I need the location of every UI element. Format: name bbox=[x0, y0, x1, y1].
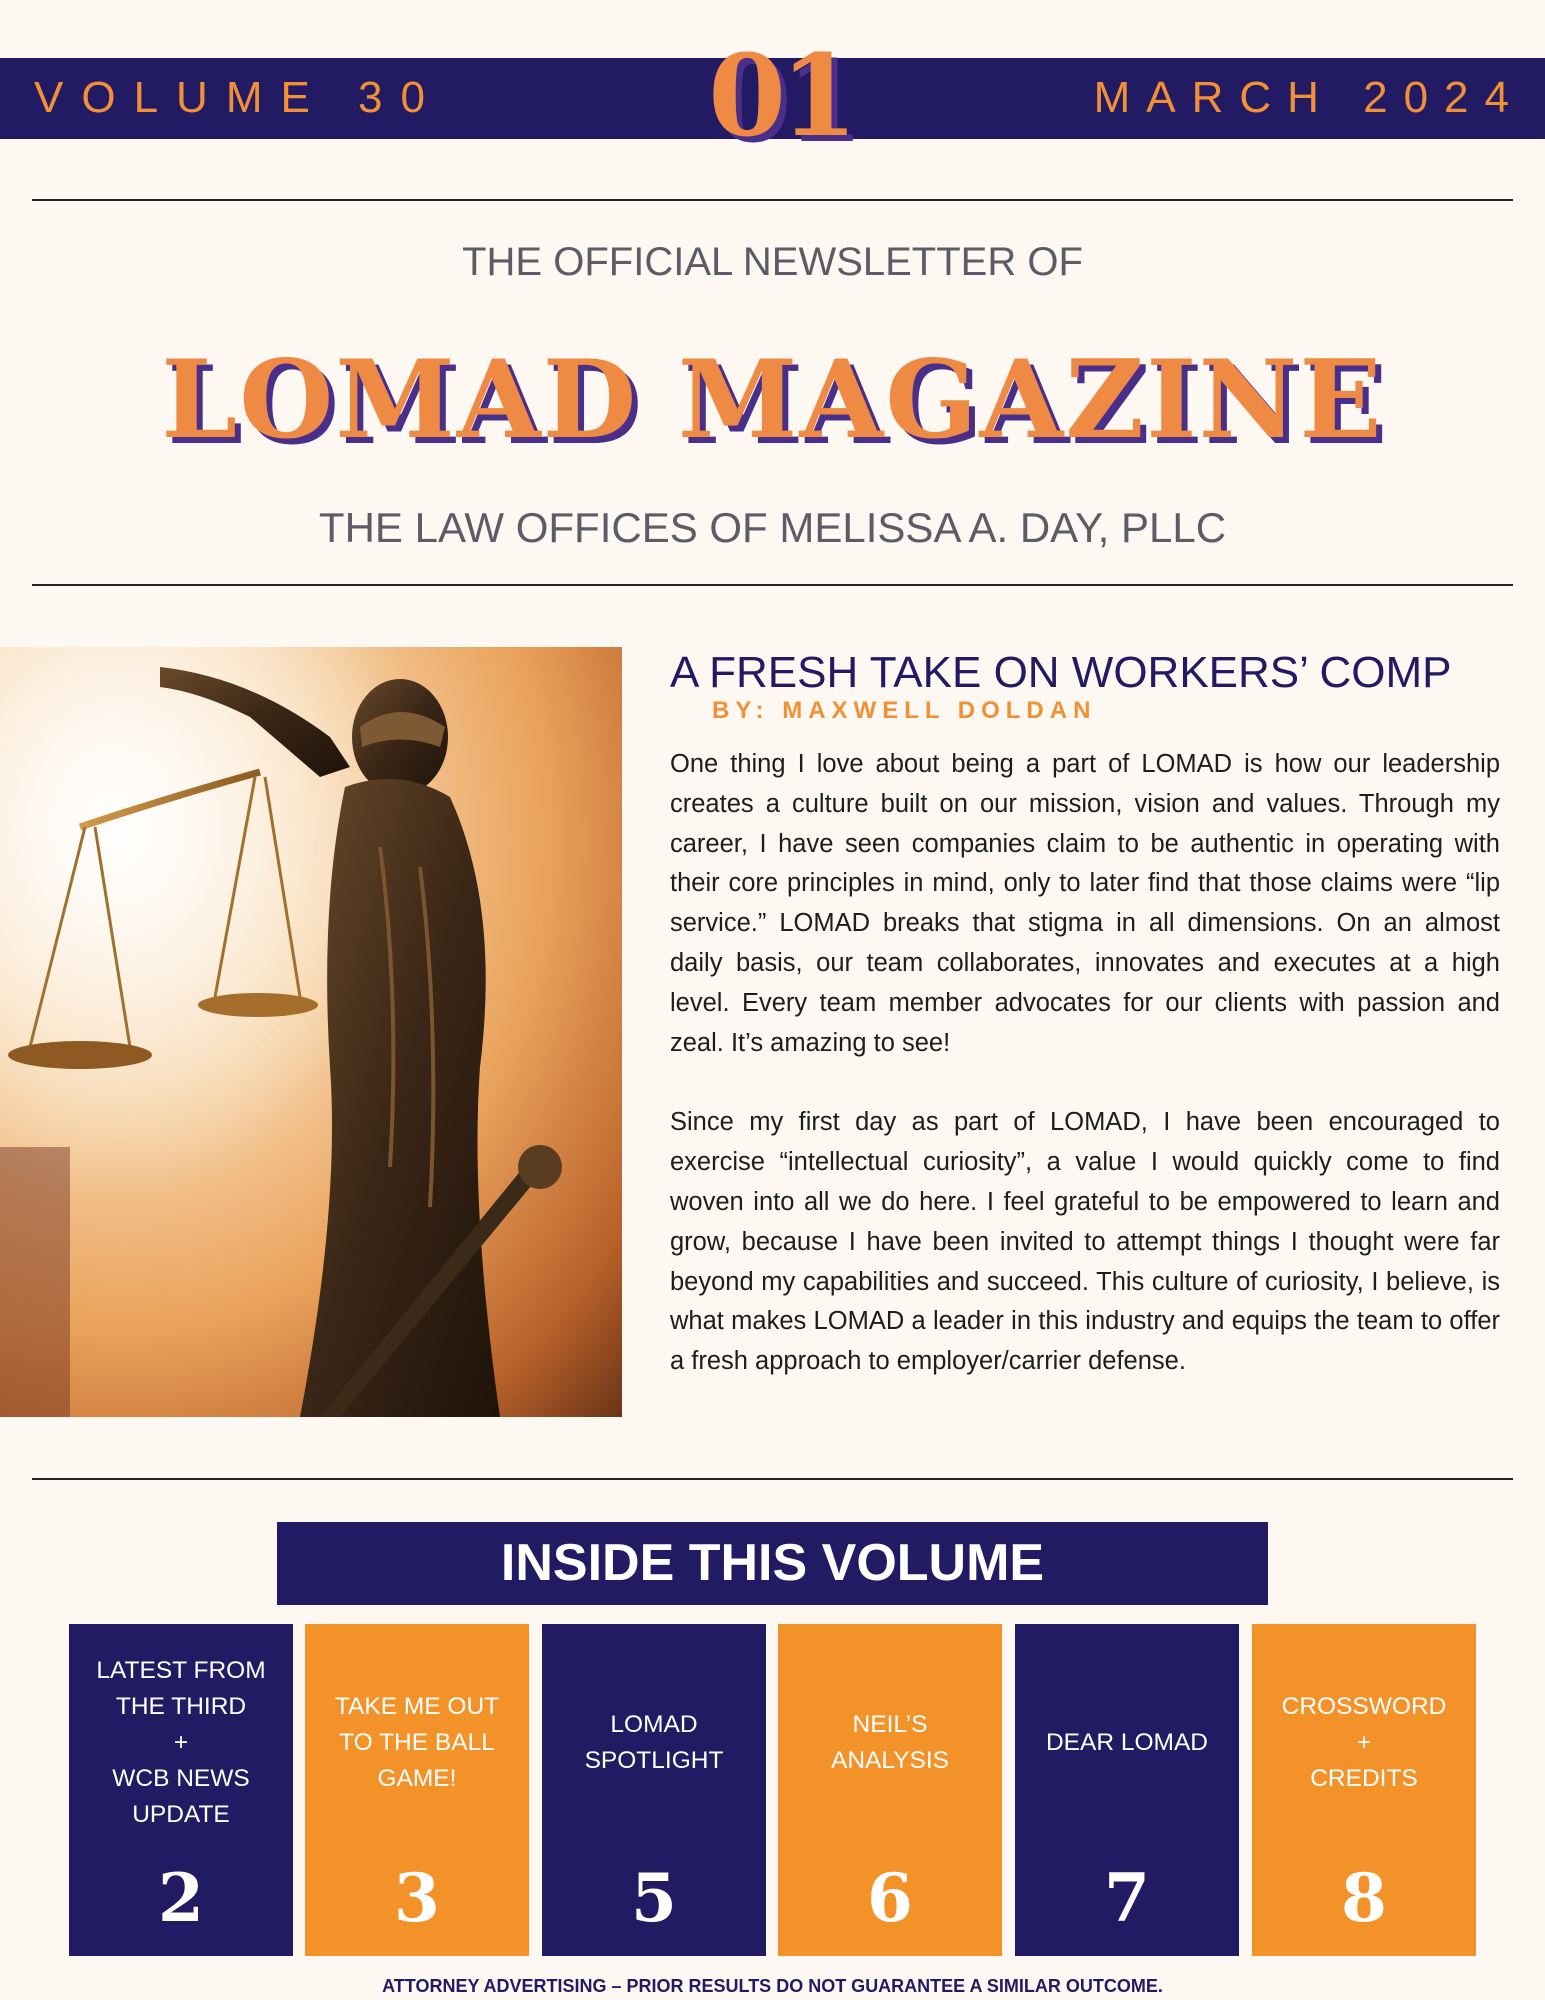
toc-item-page: 5 bbox=[631, 1859, 677, 1937]
attorney-advertising-disclaimer: ATTORNEY ADVERTISING – PRIOR RESULTS DO NOT GUARANTEE A SIMILAR OUTCOME. bbox=[382, 1976, 1163, 1996]
masthead-title: LOMAD MAGAZINE bbox=[161, 337, 1384, 463]
toc-item-lomad-spotlight[interactable] bbox=[542, 1624, 766, 1956]
divider bbox=[32, 1478, 1513, 1480]
toc-item-page: 7 bbox=[1104, 1859, 1150, 1937]
lady-justice-illustration bbox=[0, 647, 622, 1417]
toc-item-ball-game[interactable] bbox=[305, 1624, 529, 1956]
toc-item-label: NEIL’S ANALYSIS bbox=[830, 1711, 949, 1774]
article-paragraph: One thing I love about being a part of LOMAD is how our leadership creates a culture built on our mission, vision and values. Through my career, I have seen companies claim to be authentic in operating with their core principles in mind, only to later find that those claims were “lip service.” LOMAD breaks that stigma in all dimensions. On an almost daily basis, our team collaborates, innovates and executes at a high level. Every team member advocates for our clients with passion and zeal. It’s amazing to see! bbox=[670, 750, 1500, 1057]
article-byline: BY: MAXWELL DOLDAN bbox=[712, 697, 1097, 724]
issue-number: 01 bbox=[708, 31, 852, 162]
volume-label: VOLUME 30 bbox=[34, 73, 443, 122]
inside-volume-heading: INSIDE THIS VOLUME bbox=[500, 1534, 1045, 1592]
article-title: A FRESH TAKE ON WORKERS’ COMP bbox=[670, 648, 1452, 697]
firm-name: THE LAW OFFICES OF MELISSA A. DAY, PLLC bbox=[318, 504, 1227, 551]
toc-item-crossword-credits[interactable] bbox=[1252, 1624, 1476, 1956]
toc-item-page: 6 bbox=[867, 1859, 913, 1937]
toc-item-page: 8 bbox=[1341, 1859, 1387, 1937]
article-body bbox=[670, 745, 1500, 1422]
toc-item-label: LATEST FROM THE THIRD + WCB NEWS UPDATE bbox=[96, 1657, 266, 1828]
toc-item-page: 3 bbox=[394, 1859, 440, 1937]
toc-item-latest-from-the-third[interactable] bbox=[69, 1624, 293, 1956]
divider bbox=[32, 199, 1513, 201]
divider bbox=[32, 584, 1513, 586]
toc-item-page: 2 bbox=[158, 1859, 204, 1937]
toc-item-label: CROSSWORD + CREDITS bbox=[1281, 1693, 1447, 1792]
issue-date: MARCH 2024 bbox=[1093, 73, 1525, 122]
toc-item-dear-lomad[interactable] bbox=[1015, 1624, 1239, 1956]
article-paragraph: Since my first day as part of LOMAD, I have been encouraged to exercise “intellectual curiosity”, a value I would quickly come to find woven into all we do here. I feel grateful to be empowered to learn and grow, because I have been invited to attempt things I thought were far beyond my capabilities and succeed. This culture of curiosity, I believe, is what makes LOMAD a leader in this industry and equips the team to offer a fresh approach to employer/carrier defense. bbox=[670, 1108, 1500, 1376]
masthead-kicker: THE OFFICIAL NEWSLETTER OF bbox=[462, 240, 1083, 284]
toc-item-label: DEAR LOMAD bbox=[1045, 1729, 1208, 1756]
toc-item-label: TAKE ME OUT TO THE BALL GAME! bbox=[334, 1693, 500, 1792]
toc-item-label: LOMAD SPOTLIGHT bbox=[584, 1711, 724, 1774]
toc-item-neils-analysis[interactable] bbox=[778, 1624, 1002, 1956]
lady-justice-photo bbox=[0, 647, 622, 1417]
